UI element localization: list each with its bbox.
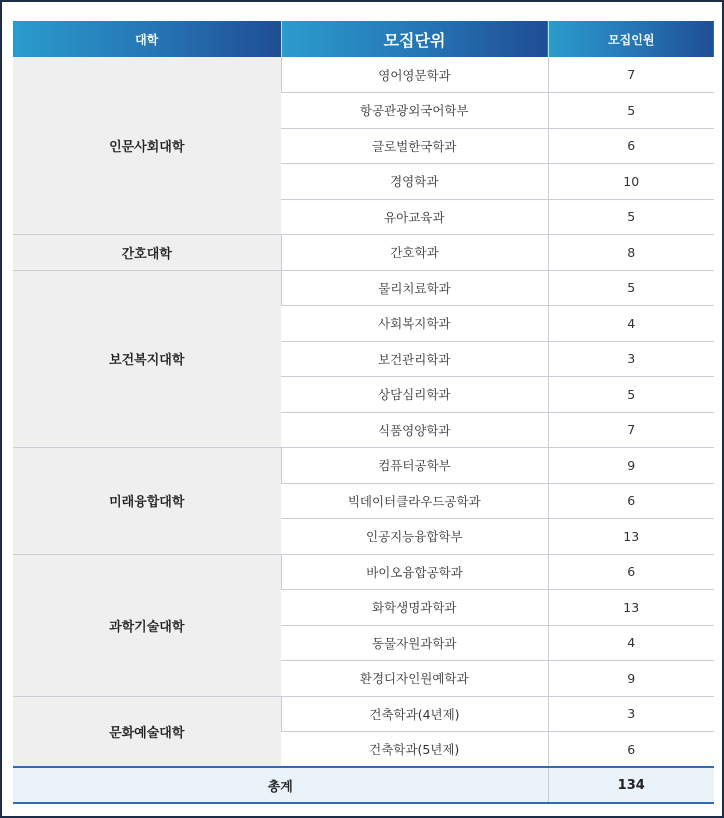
unit-name-cell: 건축학과(5년제) [281, 732, 548, 768]
quota-count-cell: 13 [548, 590, 714, 626]
college-name-cell: 과학기술대학 [13, 554, 281, 696]
admissions-quota-table [13, 21, 714, 804]
quota-count-cell: 4 [548, 625, 714, 661]
unit-name-cell: 유아교육과 [281, 199, 548, 235]
unit-name-cell: 식품영양학과 [281, 412, 548, 448]
unit-name-cell: 경영학과 [281, 164, 548, 200]
unit-name-cell: 항공관광외국어학부 [281, 93, 548, 129]
unit-name-cell: 영어영문학과 [281, 57, 548, 93]
unit-name-cell: 동물자원과학과 [281, 625, 548, 661]
unit-name-cell: 물리치료학과 [281, 270, 548, 306]
quota-count-cell: 6 [548, 128, 714, 164]
unit-name-cell: 컴퓨터공학부 [281, 448, 548, 484]
quota-count-cell: 9 [548, 661, 714, 697]
quota-count-cell: 7 [548, 412, 714, 448]
quota-count-cell: 6 [548, 483, 714, 519]
table-row [13, 270, 714, 306]
quota-count-cell: 3 [548, 341, 714, 377]
unit-name-cell: 사회복지학과 [281, 306, 548, 342]
quota-count-cell: 6 [548, 732, 714, 768]
unit-name-cell: 환경디자인원예학과 [281, 661, 548, 697]
table-row [13, 235, 714, 271]
college-name-cell: 보건복지대학 [13, 270, 281, 448]
table-body [13, 57, 714, 803]
table-row [13, 57, 714, 93]
header-college: 대학 [13, 21, 281, 57]
header-count: 모집인원 [548, 21, 714, 57]
college-name-cell: 간호대학 [13, 235, 281, 271]
quota-count-cell: 6 [548, 554, 714, 590]
unit-name-cell: 보건관리학과 [281, 341, 548, 377]
college-name-cell: 인문사회대학 [13, 57, 281, 235]
college-name-cell: 미래융합대학 [13, 448, 281, 555]
unit-name-cell: 화학생명과학과 [281, 590, 548, 626]
unit-name-cell: 인공지능융합학부 [281, 519, 548, 555]
total-count: 134 [548, 767, 714, 803]
unit-name-cell: 간호학과 [281, 235, 548, 271]
quota-count-cell: 5 [548, 377, 714, 413]
quota-count-cell: 13 [548, 519, 714, 555]
table-row [13, 448, 714, 484]
unit-name-cell: 건축학과(4년제) [281, 696, 548, 732]
unit-name-cell: 글로벌한국학과 [281, 128, 548, 164]
quota-count-cell: 5 [548, 199, 714, 235]
table-row [13, 696, 714, 732]
table-header-row [13, 21, 714, 57]
college-name-cell: 문화예술대학 [13, 696, 281, 767]
quota-count-cell: 10 [548, 164, 714, 200]
unit-name-cell: 빅데이터클라우드공학과 [281, 483, 548, 519]
table-row [13, 554, 714, 590]
quota-count-cell: 8 [548, 235, 714, 271]
quota-count-cell: 9 [548, 448, 714, 484]
total-label: 총계 [13, 767, 548, 803]
unit-name-cell: 바이오융합공학과 [281, 554, 548, 590]
quota-count-cell: 5 [548, 93, 714, 129]
quota-count-cell: 5 [548, 270, 714, 306]
header-unit: 모집단위 [281, 21, 548, 57]
quota-count-cell: 7 [548, 57, 714, 93]
quota-count-cell: 3 [548, 696, 714, 732]
quota-count-cell: 4 [548, 306, 714, 342]
unit-name-cell: 상담심리학과 [281, 377, 548, 413]
total-row [13, 767, 714, 803]
